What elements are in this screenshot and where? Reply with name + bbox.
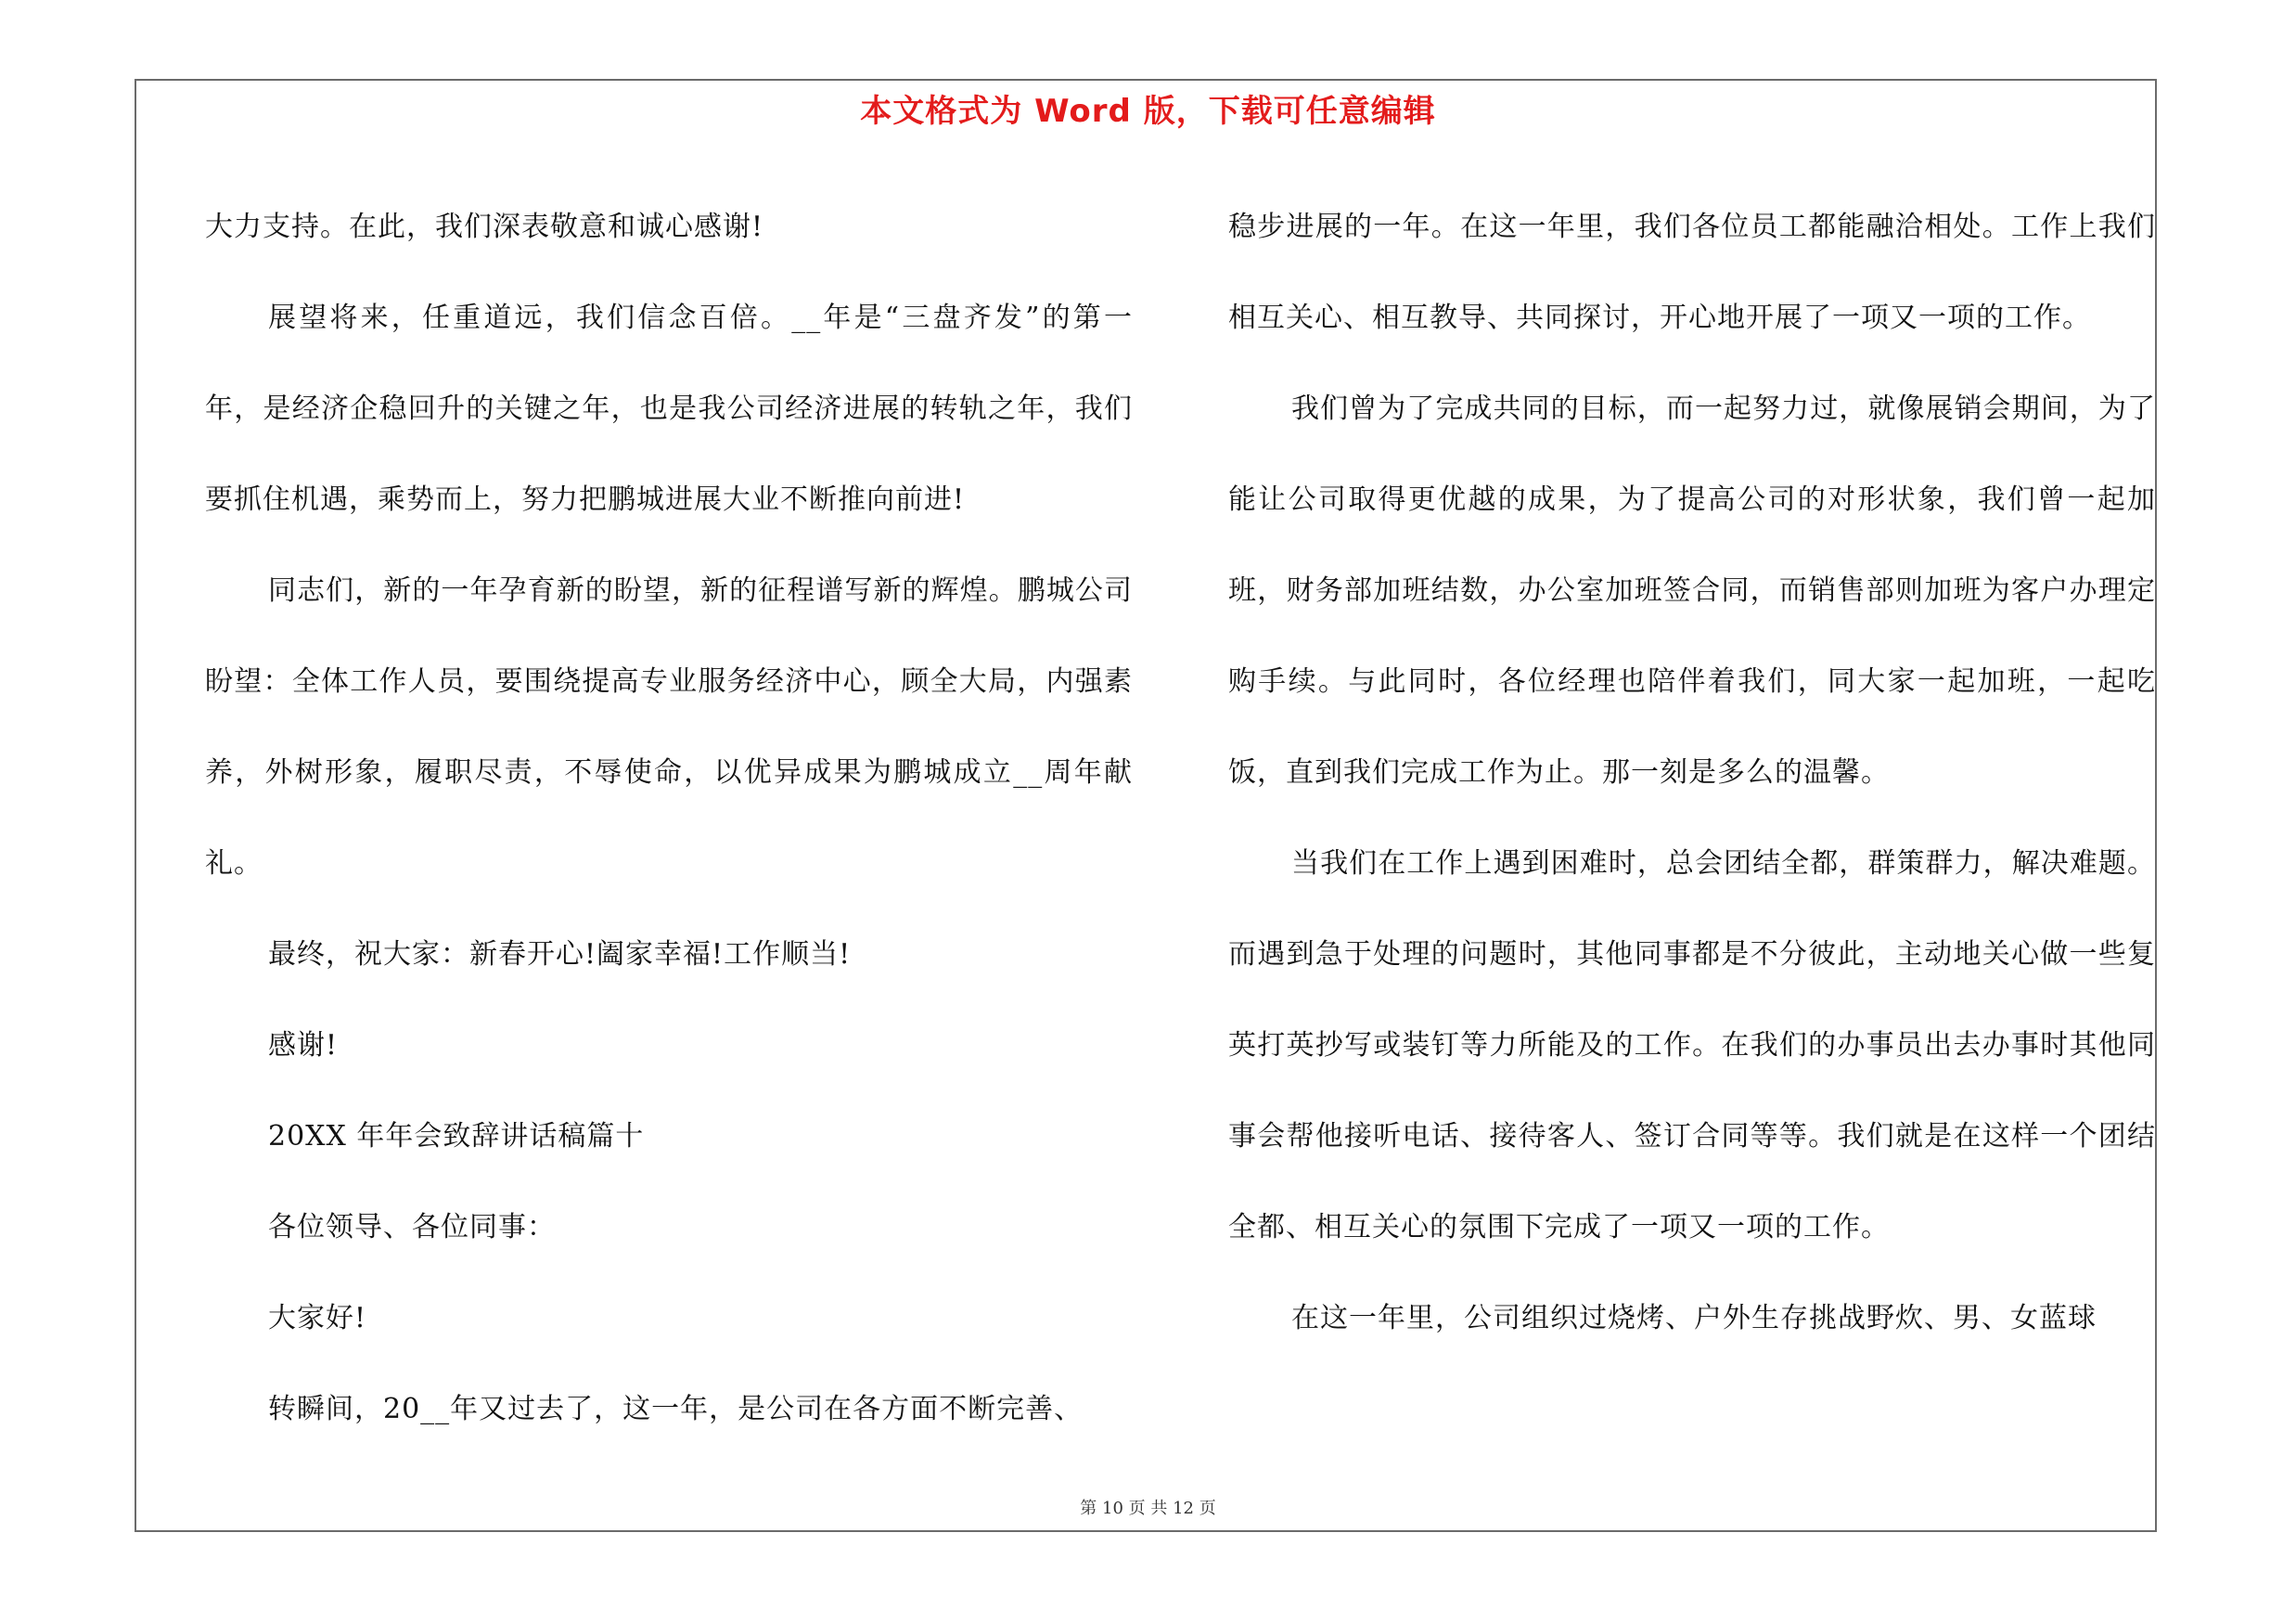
paragraph: 最终，祝大家：新春开心!阖家幸福!工作顺当! (268, 938, 852, 971)
section-title: 20XX 年年会致辞讲话稿篇十 (268, 1120, 645, 1153)
paragraph: 转瞬间，20__年又过去了，这一年，是公司在各方面不断完善、 (268, 1393, 1084, 1425)
paragraph: 感谢! (268, 1029, 339, 1062)
page-number: 第 10 页 共 12 页 (1080, 1499, 1216, 1518)
paragraph: 稳步进展的一年。在这一年里，我们各位员工都能融洽相处。工作上我们相互关心、相互教导、共同探讨，开心地开展了一项又一项的工作。 (1228, 211, 2156, 334)
salutation: 各位领导、各位同事： (268, 1211, 556, 1243)
paragraph: 当我们在工作上遇到困难时，总会团结全都，群策群力，解决难题。而遇到急于处理的问题时，其他同事都是不分彼此，主动地关心做一些复英打英抄写或装钉等力所能及的工作。在我们的办事员出去办事时其他同事会帮他接听电话、接待客人、签订合同等等。我们就是在这样一个团结全都、相互关心的氛围下完成了一项又一项的工作。 (1228, 847, 2156, 1243)
greeting: 大家好! (268, 1302, 367, 1334)
paragraph: 大力支持。在此，我们深表敬意和诚心感谢! (205, 211, 764, 243)
right-column (1228, 182, 2156, 1364)
paragraph: 在这一年里，公司组织过烧烤、户外生存挑战野炊、男、女蓝球 (1291, 1302, 2097, 1334)
paragraph: 同志们，新的一年孕育新的盼望，新的征程谱写新的辉煌。鹏城公司盼望：全体工作人员，要围绕提高专业服务经济中心，顾全大局，内强素养，外树形象，履职尽责，不辱使命，以优异成果为鹏城成立__周年献礼。 (205, 574, 1133, 880)
format-banner: 本文格式为 Word 版，下载可任意编辑 (860, 93, 1436, 130)
paragraph: 我们曾为了完成共同的目标，而一起努力过，就像展销会期间，为了能让公司取得更优越的成果，为了提高公司的对形状象，我们曾一起加班，财务部加班结数，办公室加班签合同，而销售部则加班为客户办理定购手续。与此同时，各位经理也陪伴着我们，同大家一起加班，一起吃饭，直到我们完成工作为止。那一刻是多么的温馨。 (1228, 393, 2156, 789)
paragraph: 展望将来，任重道远，我们信念百倍。__年是“三盘齐发”的第一年，是经济企稳回升的关键之年，也是我公司经济进展的转轨之年，我们要抓住机遇，乘势而上，努力把鹏城进展大业不断推向前进! (205, 302, 1133, 516)
left-column (205, 182, 1133, 1455)
